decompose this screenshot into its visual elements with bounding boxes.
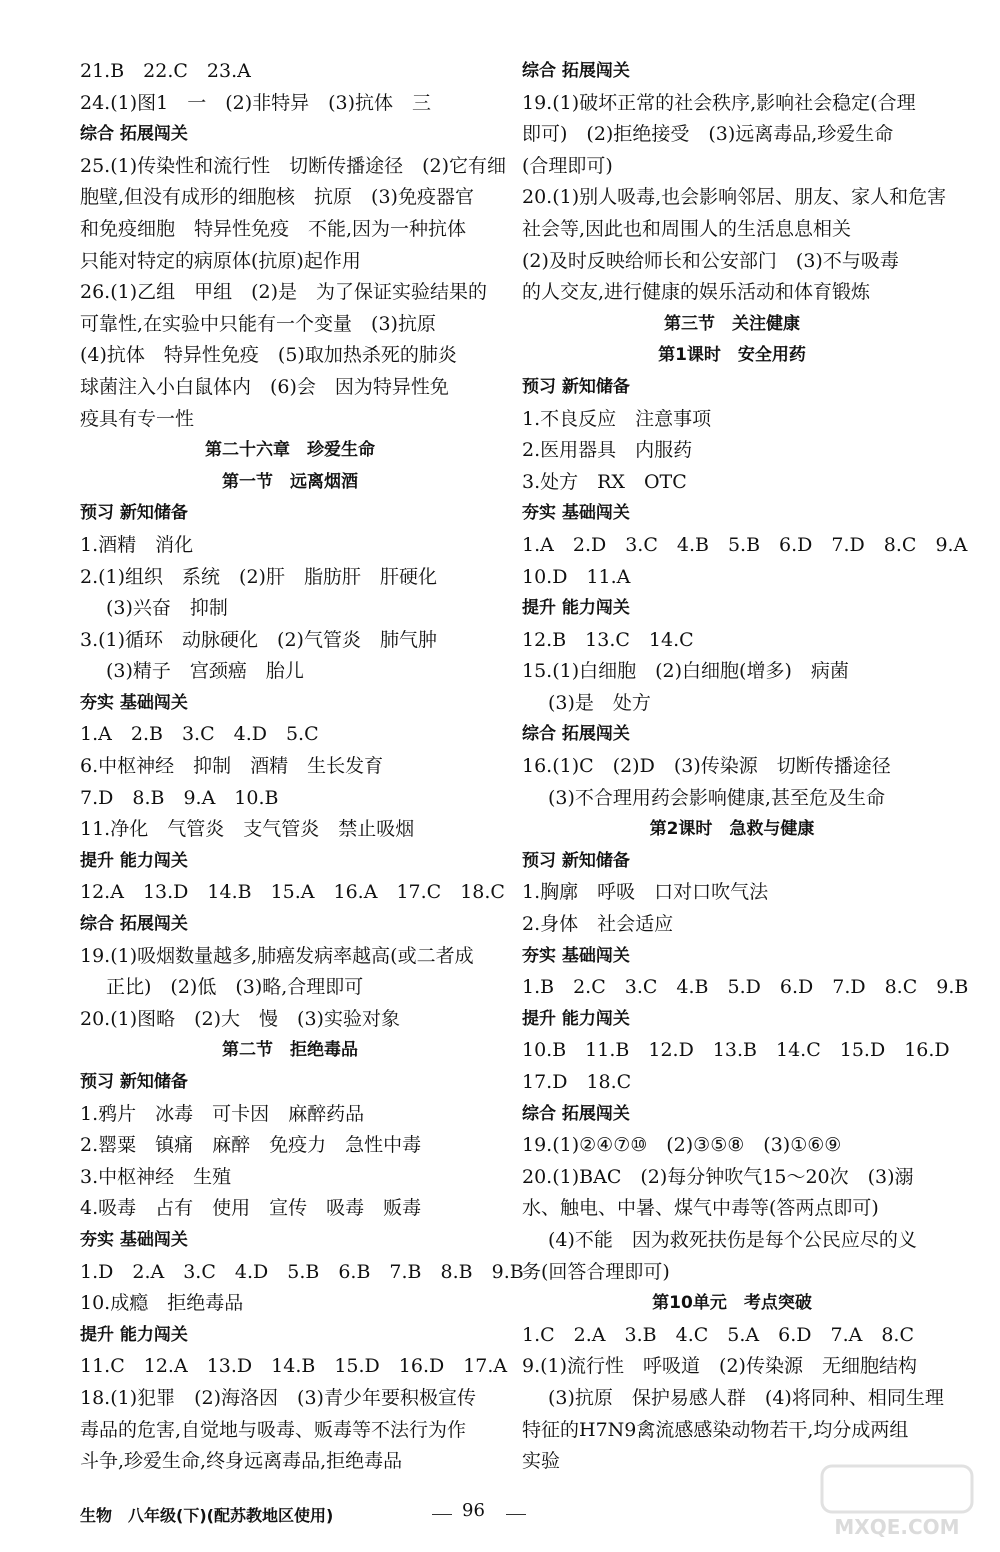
left-answer-continuation: 和免疫细胞 特异性免疫 不能,因为一种抗体 xyxy=(80,217,467,240)
footer-dash-right xyxy=(506,1514,526,1515)
left-answer-continuation: (4)抗体 特异性免疫 (5)取加热杀死的肺炎 xyxy=(80,344,457,367)
left-section-label: 综合 拓展闯关 xyxy=(80,124,188,145)
left-section-label: 预习 新知储备 xyxy=(80,503,188,524)
left-answer-line: 26.(1)乙组 甲组 (2)是 为了保证实验结果的 xyxy=(80,281,488,304)
right-answer-line: 1.A 2.D 3.C 4.B 5.B 6.D 7.D 8.C 9.A xyxy=(522,533,968,556)
left-section-label: 提升 能力闯关 xyxy=(80,850,188,871)
watermark-text: MXQE.COM xyxy=(834,1515,960,1539)
page-number: 96 xyxy=(462,1500,485,1521)
left-chapter-heading: 第一节 远离烟酒 xyxy=(222,471,358,492)
right-section-label: 夯实 基础闯关 xyxy=(522,503,630,524)
left-answer-continuation: 胞壁,但没有成形的细胞核 抗原 (3)免疫器官 xyxy=(80,186,474,209)
right-answer-line: 15.(1)白细胞 (2)白细胞(增多) 病菌 xyxy=(522,660,849,683)
right-answer-subline: (3)不合理用药会影响健康,甚至危及生命 xyxy=(548,786,885,809)
left-answer-continuation: 毒品的危害,自觉地与吸毒、贩毒等不法行为作 xyxy=(80,1418,467,1441)
left-answer-line: 10.成瘾 拒绝毒品 xyxy=(80,1292,244,1315)
right-answer-line: 1.不良反应 注意事项 xyxy=(522,407,712,430)
right-answer-line: 12.B 13.C 14.C xyxy=(522,628,694,651)
right-answer-line: 20.(1)别人吸毒,也会影响邻居、朋友、家人和危害 xyxy=(522,186,947,209)
left-answer-line: 24.(1)图1 一 (2)非特异 (3)抗体 三 xyxy=(80,91,432,114)
left-answer-line: 7.D 8.B 9.A 10.B xyxy=(80,786,279,809)
left-answer-line: 1.酒精 消化 xyxy=(80,533,194,556)
right-section-label: 提升 能力闯关 xyxy=(522,1008,630,1029)
left-answer-line: 19.(1)吸烟数量越多,肺癌发病率越高(或二者成 xyxy=(80,944,474,967)
right-answer-line: 1.C 2.A 3.B 4.C 5.A 6.D 7.A 8.C xyxy=(522,1323,914,1346)
right-answer-line: 17.D 18.C xyxy=(522,1071,632,1093)
right-section-label: 预习 新知储备 xyxy=(522,376,630,397)
left-answer-line: 11.C 12.A 13.D 14.B 15.D 16.D 17.A xyxy=(80,1355,508,1378)
right-section-label: 预习 新知储备 xyxy=(522,850,630,871)
right-answer-continuation: (合理即可) xyxy=(522,154,613,177)
left-answer-line: 18.(1)犯罪 (2)海洛因 (3)青少年要积极宣传 xyxy=(80,1386,476,1409)
right-chapter-heading: 第1课时 安全用药 xyxy=(658,345,806,366)
left-answer-continuation: 只能对特定的病原体(抗原)起作用 xyxy=(80,249,361,272)
right-answer-line: 19.(1)②④⑦⑩ (2)③⑤⑧ (3)①⑥⑨ xyxy=(522,1134,842,1157)
left-answer-continuation: 球菌注入小白鼠体内 (6)会 因为特异性免 xyxy=(80,375,449,398)
left-answer-continuation: 疫具有专一性 xyxy=(80,407,195,430)
left-answer-line: 2.罂粟 镇痛 麻醉 免疫力 急性中毒 xyxy=(80,1134,422,1157)
right-answer-continuation: 特征的H7N9禽流感感染动物若干,均分成两组 xyxy=(522,1418,909,1441)
right-chapter-heading: 第2课时 急救与健康 xyxy=(649,819,815,840)
right-answer-continuation: 实验 xyxy=(522,1450,561,1473)
right-answer-line: 2.身体 社会适应 xyxy=(522,913,674,936)
right-answer-line: 10.B 11.B 12.D 13.B 14.C 15.D 16.D xyxy=(522,1039,950,1062)
left-chapter-heading: 第二节 拒绝毒品 xyxy=(222,1040,358,1061)
left-answer-subline: 正比) (2)低 (3)略,合理即可 xyxy=(106,976,364,999)
left-answer-line: 3.(1)循环 动脉硬化 (2)气管炎 肺气肿 xyxy=(80,628,437,651)
left-answer-continuation: 斗争,珍爱生命,终身远离毒品,拒绝毒品 xyxy=(80,1450,403,1473)
left-answer-line: 12.A 13.D 14.B 15.A 16.A 17.C 18.C xyxy=(80,881,505,904)
left-answer-line: 4.吸毒 占有 使用 宣传 吸毒 贩毒 xyxy=(80,1197,422,1220)
right-answer-subline: (3)抗原 保护易感人群 (4)将同种、相同生理 xyxy=(548,1386,944,1409)
left-answer-subline: (3)精子 宫颈癌 胎儿 xyxy=(106,660,304,683)
left-section-label: 预习 新知储备 xyxy=(80,1072,188,1092)
footer-subject: 生物 八年级(下)(配苏教地区使用) xyxy=(80,1506,334,1525)
right-answer-continuation: 务(回答合理即可) xyxy=(522,1260,670,1283)
watermark-logo xyxy=(812,1462,982,1542)
right-answer-subline: (3)是 处方 xyxy=(548,691,651,714)
left-chapter-heading: 第二十六章 珍爱生命 xyxy=(205,440,375,461)
right-answer-continuation: 水、触电、中暑、煤气中毒等(答两点即可) xyxy=(522,1197,879,1220)
left-answer-line: 1.A 2.B 3.C 4.D 5.C xyxy=(80,723,319,746)
right-answer-line: 9.(1)流行性 呼吸道 (2)传染源 无细胞结构 xyxy=(522,1355,917,1378)
left-answer-line: 6.中枢神经 抑制 酒精 生长发育 xyxy=(80,755,384,778)
right-section-label: 综合 拓展闯关 xyxy=(522,1103,630,1124)
footer-dash-left xyxy=(432,1514,452,1515)
left-column xyxy=(80,56,524,1478)
left-section-label: 夯实 基础闯关 xyxy=(80,1229,188,1250)
right-section-label: 提升 能力闯关 xyxy=(522,598,630,619)
right-answer-line: 20.(1)BAC (2)每分钟吹气15～20次 (3)溺 xyxy=(522,1165,914,1188)
left-answer-line: 2.(1)组织 系统 (2)肝 脂肪肝 肝硬化 xyxy=(80,565,437,588)
right-section-label: 综合 拓展闯关 xyxy=(522,61,630,81)
left-answer-line: 1.鸦片 冰毒 可卡因 麻醉药品 xyxy=(80,1102,365,1125)
right-chapter-heading: 第三节 关注健康 xyxy=(664,313,800,334)
left-section-label: 夯实 基础闯关 xyxy=(80,692,188,713)
right-answer-line: 1.胸廓 呼吸 口对口吹气法 xyxy=(522,881,769,904)
right-answer-subline: (4)不能 因为救死扶伤是每个公民应尽的义 xyxy=(548,1228,917,1251)
right-column xyxy=(522,56,969,1478)
left-section-label: 提升 能力闯关 xyxy=(80,1324,188,1345)
right-answer-line: 10.D 11.A xyxy=(522,565,631,588)
right-answer-continuation: 社会等,因此也和周围人的生活息息相关 xyxy=(522,217,852,240)
left-answer-line: 21.B 22.C 23.A xyxy=(80,60,251,82)
left-answer-line: 25.(1)传染性和流行性 切断传播途径 (2)它有细 xyxy=(80,154,507,177)
right-section-label: 综合 拓展闯关 xyxy=(522,724,630,745)
right-answer-line: 19.(1)破坏正常的社会秩序,影响社会稳定(合理 xyxy=(522,91,916,114)
right-answer-line: 1.B 2.C 3.C 4.B 5.D 6.D 7.D 8.C 9.B xyxy=(522,976,969,999)
left-answer-line: 11.净化 气管炎 支气管炎 禁止吸烟 xyxy=(80,818,415,841)
right-answer-line: 2.医用器具 内服药 xyxy=(522,439,693,462)
left-section-label: 综合 拓展闯关 xyxy=(80,914,188,935)
left-answer-continuation: 可靠性,在实验中只能有一个变量 (3)抗原 xyxy=(80,312,436,335)
right-answer-line: 3.处方 RX OTC xyxy=(522,470,687,493)
right-section-label: 夯实 基础闯关 xyxy=(522,945,630,966)
left-answer-line: 1.D 2.A 3.C 4.D 5.B 6.B 7.B 8.B 9.B xyxy=(80,1260,524,1283)
left-answer-line: 20.(1)图略 (2)大 慢 (3)实验对象 xyxy=(80,1007,400,1030)
right-answer-continuation: 即可) (2)拒绝接受 (3)远离毒品,珍爱生命 xyxy=(522,123,894,146)
right-chapter-heading: 第10单元 考点突破 xyxy=(652,1293,812,1314)
left-answer-line: 3.中枢神经 生殖 xyxy=(80,1165,232,1188)
right-answer-line: 16.(1)C (2)D (3)传染源 切断传播途径 xyxy=(522,755,891,778)
left-answer-subline: (3)兴奋 抑制 xyxy=(106,597,228,620)
right-answer-continuation: 的人交友,进行健康的娱乐活动和体育锻炼 xyxy=(522,281,871,304)
watermark-frame-icon xyxy=(822,1466,972,1512)
right-answer-continuation: (2)及时反映给师长和公安部门 (3)不与吸毒 xyxy=(522,249,899,272)
